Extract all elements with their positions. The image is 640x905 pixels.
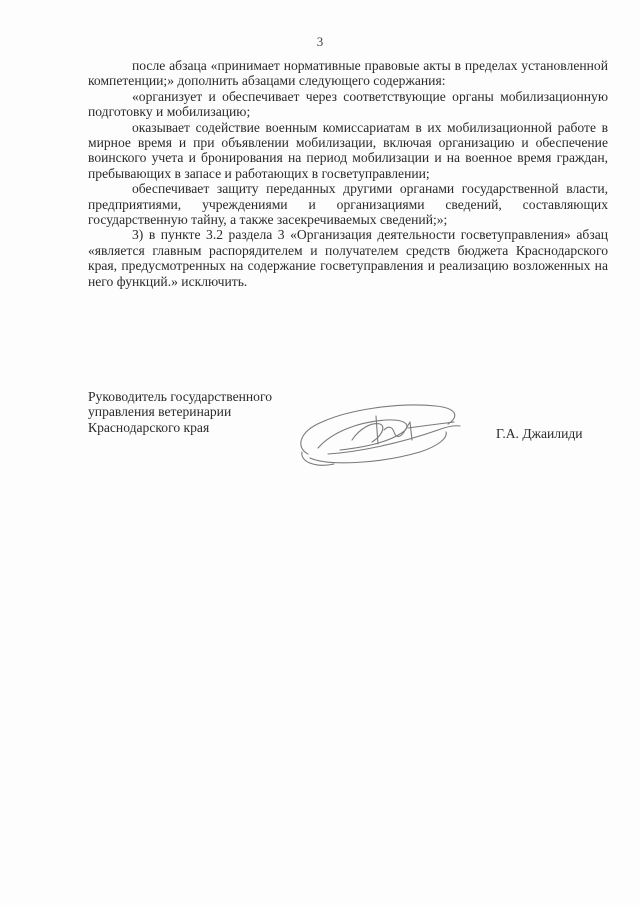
paragraph-military-commissariat-support: оказывает содействие военным комиссариатам в их мобилизационной работе в мирное время и при объявлении мобилизации, включая организацию и обеспечение воинского учета и бронирования на период мобилизации и на военное время граждан, пребывающих в запасе и работающих в госветуправлении; [88,119,608,181]
signatory-position [88,389,272,435]
paragraph-amendment-intro: после абзаца «принимает нормативные правовые акты в пределах установленной компетенции;» дополнить абзацами следующего содержания: [88,58,608,89]
document-body [88,58,608,289]
signatory-position-line: управления ветеринарии [88,404,232,420]
signatory-position-line: Руководитель государственного [88,389,272,404]
signatory-position-line: Краснодарского края [88,419,210,435]
handwritten-signature [288,392,468,476]
paragraph-state-secret-protection: обеспечивает защиту переданных другими органами государственной власти, предприятиями, учреждениями и организациями сведений, составляющих государственную тайну, а также засекречиваемых сведений;»; [88,181,608,228]
signatory-name: Г.А. Джаилиди [496,426,583,441]
paragraph-item-3-exclusion: 3) в пункте 3.2 раздела 3 «Организация деятельности госветуправления» абзац «является главным распорядителем и получателем средств бюджета Краснодарского края, предусмотренных на содержание госветуправления и реализацию возложенных на него функций.» исключить. [88,227,608,289]
paragraph-mobilization-organization: «организует и обеспечивает через соответствующие органы мобилизационную подготовку и мобилизацию; [88,88,608,120]
page-number: 3 [316,34,324,49]
